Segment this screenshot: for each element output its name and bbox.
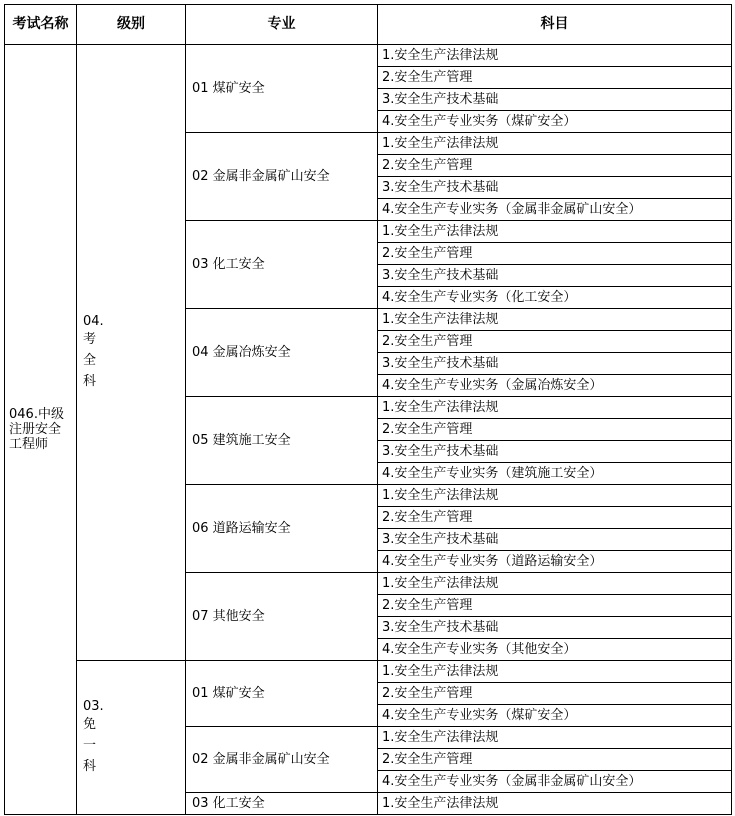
level-code: 04.	[83, 313, 104, 329]
subject-cell: 4.安全生产专业实务（金属非金属矿山安全）	[378, 199, 732, 221]
subject-cell: 2.安全生产管理	[378, 749, 732, 771]
subject-cell: 4.安全生产专业实务（化工安全）	[378, 287, 732, 309]
subject-cell: 4.安全生产专业实务（其他安全）	[378, 639, 732, 661]
header-major: 专业	[186, 5, 378, 45]
subject-cell: 1.安全生产法律法规	[378, 661, 732, 683]
major-cell: 02 金属非金属矿山安全	[186, 133, 378, 221]
major-cell: 01 煤矿安全	[186, 661, 378, 727]
major-cell: 03 化工安全	[186, 793, 378, 815]
header-subject: 科目	[378, 5, 732, 45]
subject-cell: 3.安全生产技术基础	[378, 529, 732, 551]
subject-cell: 1.安全生产法律法规	[378, 397, 732, 419]
subject-cell: 1.安全生产法律法规	[378, 485, 732, 507]
subject-cell: 2.安全生产管理	[378, 595, 732, 617]
subject-cell: 3.安全生产技术基础	[378, 353, 732, 375]
subject-cell: 2.安全生产管理	[378, 243, 732, 265]
table-row	[5, 45, 732, 67]
subject-cell: 3.安全生产技术基础	[378, 441, 732, 463]
subject-cell: 1.安全生产法律法规	[378, 45, 732, 67]
subject-cell: 1.安全生产法律法规	[378, 727, 732, 749]
major-cell: 07 其他安全	[186, 573, 378, 661]
major-cell: 02 金属非金属矿山安全	[186, 727, 378, 793]
subject-cell: 4.安全生产专业实务（金属冶炼安全）	[378, 375, 732, 397]
subject-cell: 4.安全生产专业实务（煤矿安全）	[378, 705, 732, 727]
major-cell: 01 煤矿安全	[186, 45, 378, 133]
subject-cell: 4.安全生产专业实务（建筑施工安全）	[378, 463, 732, 485]
subject-cell: 3.安全生产技术基础	[378, 617, 732, 639]
major-cell: 05 建筑施工安全	[186, 397, 378, 485]
header-row	[5, 5, 732, 45]
subject-cell: 1.安全生产法律法规	[378, 133, 732, 155]
major-cell: 04 金属冶炼安全	[186, 309, 378, 397]
exam-subject-table	[4, 4, 732, 815]
subject-cell: 2.安全生产管理	[378, 683, 732, 705]
major-cell: 03 化工安全	[186, 221, 378, 309]
subject-cell: 1.安全生产法律法规	[378, 573, 732, 595]
subject-cell: 1.安全生产法律法规	[378, 309, 732, 331]
subject-cell: 2.安全生产管理	[378, 331, 732, 353]
subject-cell: 1.安全生产法律法规	[378, 793, 732, 815]
level-name: 免一科	[83, 716, 97, 774]
subject-cell: 2.安全生产管理	[378, 419, 732, 441]
subject-cell: 2.安全生产管理	[378, 67, 732, 89]
table-body	[5, 45, 732, 815]
level-cell	[77, 661, 186, 815]
level-cell	[77, 45, 186, 661]
subject-cell: 3.安全生产技术基础	[378, 89, 732, 111]
exam-name-cell: 046.中级注册安全工程师	[5, 45, 77, 815]
subject-cell: 1.安全生产法律法规	[378, 221, 732, 243]
subject-cell: 3.安全生产技术基础	[378, 265, 732, 287]
subject-cell: 4.安全生产专业实务（煤矿安全）	[378, 111, 732, 133]
subject-cell: 4.安全生产专业实务（道路运输安全）	[378, 551, 732, 573]
header-level: 级别	[77, 5, 186, 45]
subject-cell: 2.安全生产管理	[378, 155, 732, 177]
level-code: 03.	[83, 698, 104, 714]
subject-cell: 2.安全生产管理	[378, 507, 732, 529]
major-cell: 06 道路运输安全	[186, 485, 378, 573]
table-row	[5, 661, 732, 683]
subject-cell: 4.安全生产专业实务（金属非金属矿山安全）	[378, 771, 732, 793]
subject-cell: 3.安全生产技术基础	[378, 177, 732, 199]
header-exam-name: 考试名称	[5, 5, 77, 45]
level-name: 考全科	[83, 331, 97, 389]
